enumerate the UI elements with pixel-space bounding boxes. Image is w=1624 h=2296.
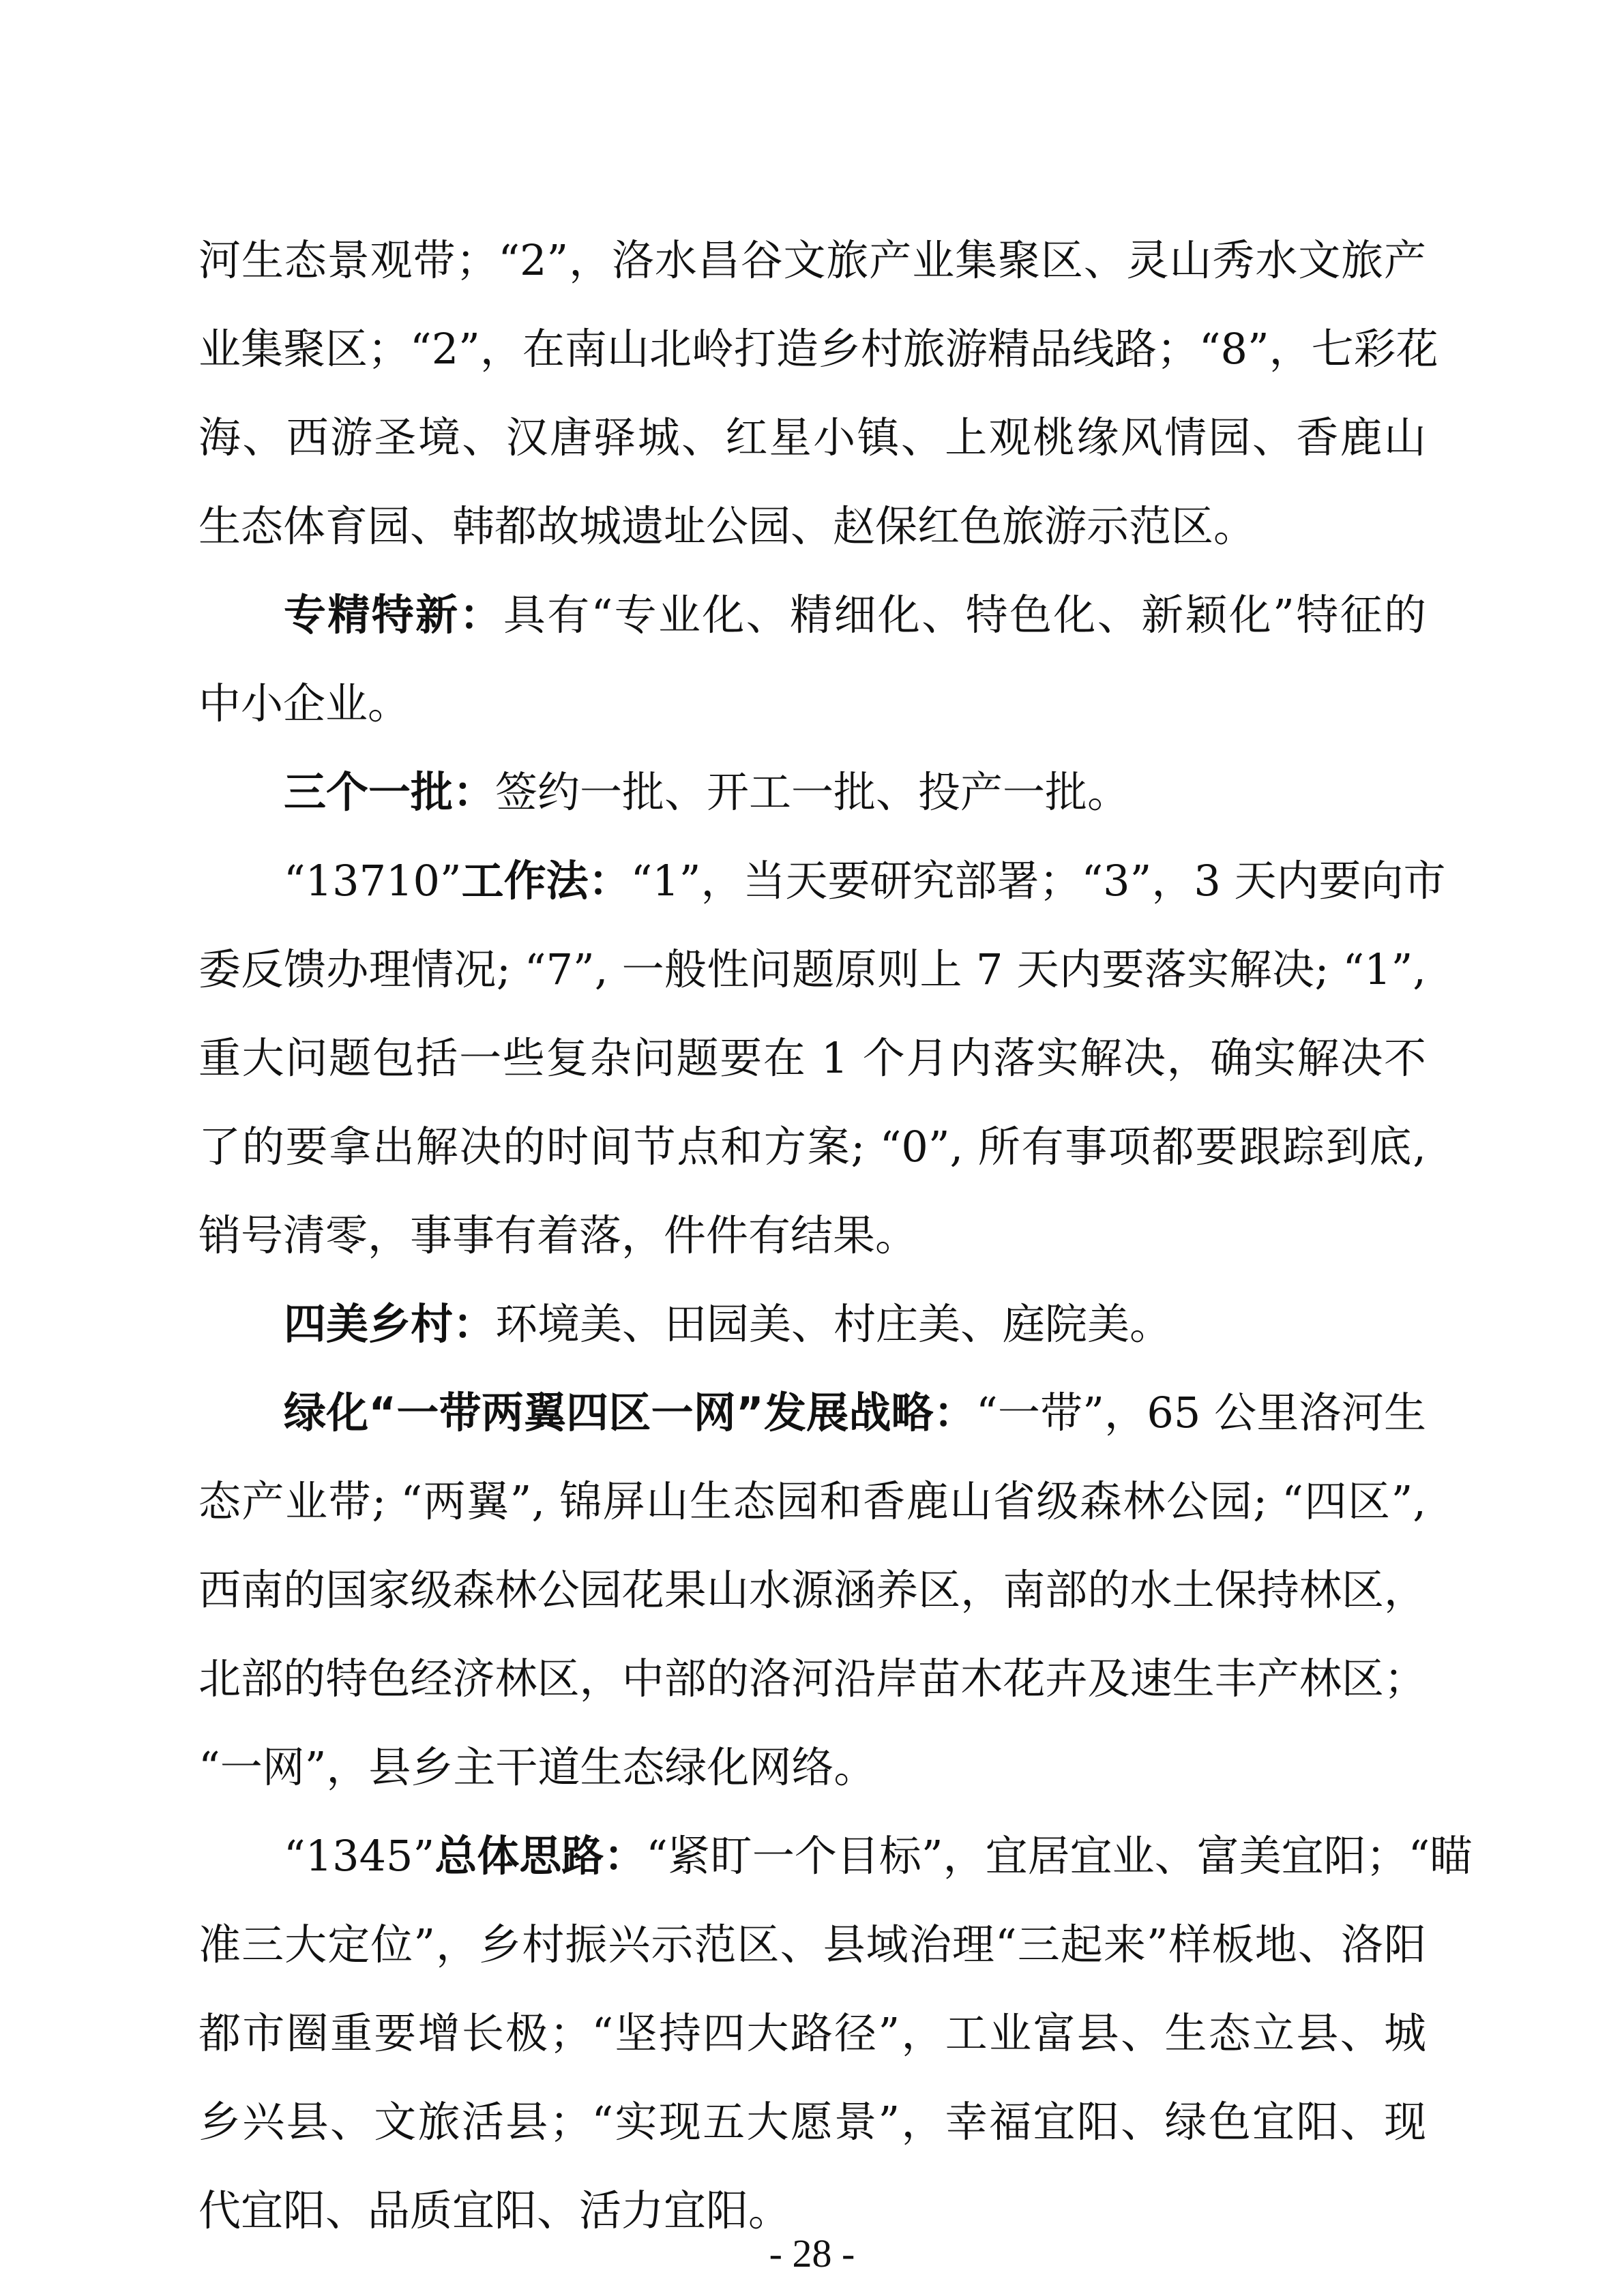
- line-text: 都市圈重要增长极；“坚持四大路径”，工业富县、生态立县、城: [198, 2008, 1426, 2058]
- line-text: 代宜阳、品质宜阳、活力宜阳。: [198, 2186, 791, 2235]
- body-line: [198, 1546, 1426, 1635]
- line-text: 准三大定位”，乡村振兴示范区、县域治理“三起来”样板地、洛阳: [198, 1920, 1426, 1969]
- line-text: 重大问题包括一些复杂问题要在 1 个月内落实解决，确实解决不: [198, 1033, 1426, 1083]
- definition-line: [284, 1812, 1473, 1900]
- body-line: [198, 1014, 1426, 1103]
- body-line: [198, 1457, 1426, 1546]
- definition-line: [284, 837, 1446, 925]
- term-label: 三个一批：: [284, 767, 496, 817]
- body-line: [198, 482, 1426, 571]
- line-text: 签约一批、开工一批、投产一批。: [495, 767, 1130, 817]
- body-line: [198, 1635, 1426, 1723]
- body-line: [198, 1723, 1426, 1812]
- line-text: “1”，当天要研究部署；“3”，3 天内要向市: [630, 856, 1446, 906]
- line-text: 具有“专业化、精细化、特色化、新颖化”特征的: [503, 590, 1426, 640]
- body-line: [198, 1900, 1426, 1989]
- body-line: [198, 1989, 1426, 2078]
- body-line: [198, 1191, 1426, 1280]
- line-text: 委反馈办理情况; “7”, 一般性问题原则上 7 天内要落实解决; “1”,: [198, 944, 1426, 994]
- page-number: - 28 -: [769, 2231, 855, 2276]
- definition-line: [284, 748, 1426, 837]
- term-label: 工作法：: [461, 856, 631, 906]
- body-line: [198, 2078, 1426, 2166]
- definition-line: [284, 1369, 1426, 1457]
- body-line: [198, 393, 1426, 482]
- line-text: 环境美、田园美、村庄美、庭院美。: [495, 1299, 1172, 1349]
- definition-line: [284, 1280, 1426, 1369]
- term-number: “1345”: [284, 1831, 435, 1881]
- line-text: “紧盯一个目标”，宜居宜业、富美宜阳；“瞄: [646, 1831, 1473, 1881]
- line-text: 生态体育园、韩都故城遗址公园、赵保红色旅游示范区。: [198, 501, 1256, 551]
- body-line: [198, 925, 1426, 1014]
- term-number: “13710”: [284, 856, 462, 906]
- line-text: “一网”，县乡主干道生态绿化网络。: [198, 1742, 876, 1792]
- line-text: 销号清零，事事有着落，件件有结果。: [198, 1210, 918, 1260]
- body-line: [198, 1103, 1426, 1191]
- line-text: 业集聚区；“2”，在南山北岭打造乡村旅游精品线路；“8”，七彩花: [198, 324, 1438, 374]
- term-label: 绿化“一带两翼四区一网”发展战略：: [284, 1388, 976, 1437]
- line-text: 态产业带; “两翼”, 锦屏山生态园和香鹿山省级森林公园; “四区”,: [198, 1476, 1426, 1526]
- line-text: 西南的国家级森林公园花果山水源涵养区，南部的水土保持林区，: [198, 1565, 1426, 1615]
- line-text: 北部的特色经济林区，中部的洛河沿岸苗木花卉及速生丰产林区；: [198, 1654, 1426, 1703]
- line-text: 河生态景观带；“2”，洛水昌谷文旅产业集聚区、灵山秀水文旅产: [198, 235, 1426, 285]
- body-line: [198, 659, 1426, 748]
- definition-line: [284, 571, 1426, 659]
- line-text: 中小企业。: [198, 679, 411, 728]
- body-line: [198, 216, 1426, 305]
- line-text: 了的要拿出解决的时间节点和方案; “0”, 所有事项都要跟踪到底,: [198, 1122, 1426, 1172]
- term-label: 专精特新：: [284, 590, 503, 640]
- body-line: [198, 305, 1438, 393]
- line-text: 乡兴县、文旅活县；“实现五大愿景”，幸福宜阳、绿色宜阳、现: [198, 2097, 1426, 2147]
- term-label: 总体思路：: [434, 1831, 647, 1881]
- term-label: 四美乡村：: [284, 1299, 496, 1349]
- line-text: 海、西游圣境、汉唐驿城、红星小镇、上观桃缘风情园、香鹿山: [198, 413, 1426, 462]
- line-text: “一带”，65 公里洛河生: [975, 1388, 1426, 1437]
